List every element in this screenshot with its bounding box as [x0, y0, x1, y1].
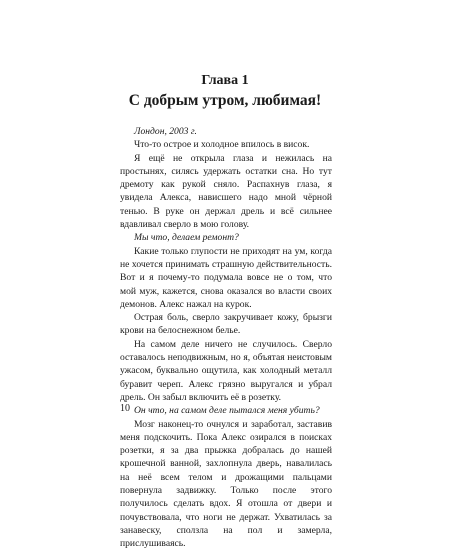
paragraph: Острая боль, сверло закручивает кожу, брызги крови на белоснежном белье. [120, 312, 332, 337]
inner-thought: Мы что, делаем ремонт? [134, 232, 239, 244]
paragraph: Какие только глупости не приходят на ум, когда не хочется принимать страшную действительность. Вот и я почему-то подумала вовсе не о том, что мой муж, кажется, снова оказался во власти своих демонов. Алекс нажал на курок. [120, 245, 332, 310]
paragraph: Что-то острое и холодное впилось в висок. [134, 139, 310, 151]
inner-thought: Он что, на самом деле пытался меня убить? [134, 405, 320, 417]
chapter-number: Глава 1 [201, 73, 249, 88]
paragraph: Мозг наконец-то очнулся и заработал, заставив меня подскочить. Пока Алекс озирался в поисках розетки, я за два прыжка добралась до нашей крошечной ванной, захлопнула дверь, навалилась на неё всем телом и дрожащими пальцами повернула задвижку. Только после этого получилось сделать вдох. Я отошла от двери и почувствовала, что ноги не держат. Ухватилась за занавеску, сползла на пол и замерла, прислушиваясь. [120, 418, 332, 550]
paragraph: Я ещё не открыла глаза и нежилась на простынях, силясь удержать остатки сна. Но тут дремоту как рукой сняло. Распахнув глаза, я увидела Алекса, нависшего надо мной чёрной тенью. В руке он держал дрель и всё сильнее вдавливал сверло в мою голову. [120, 152, 332, 231]
place-date-line: Лондон, 2003 г. [134, 126, 197, 137]
paragraph: На самом деле ничего не случилось. Сверло оставалось неподвижным, но я, объятая неистовым ужасом, буквально ощутила, как холодный металл буравит череп. Алекс грязно выругался и убрал дрель. Он забыл включить её в розетку. [120, 338, 332, 403]
chapter-title: С добрым утром, любимая! [128, 92, 322, 109]
page-number: 10 [120, 403, 130, 414]
chapter-body [120, 125, 332, 551]
